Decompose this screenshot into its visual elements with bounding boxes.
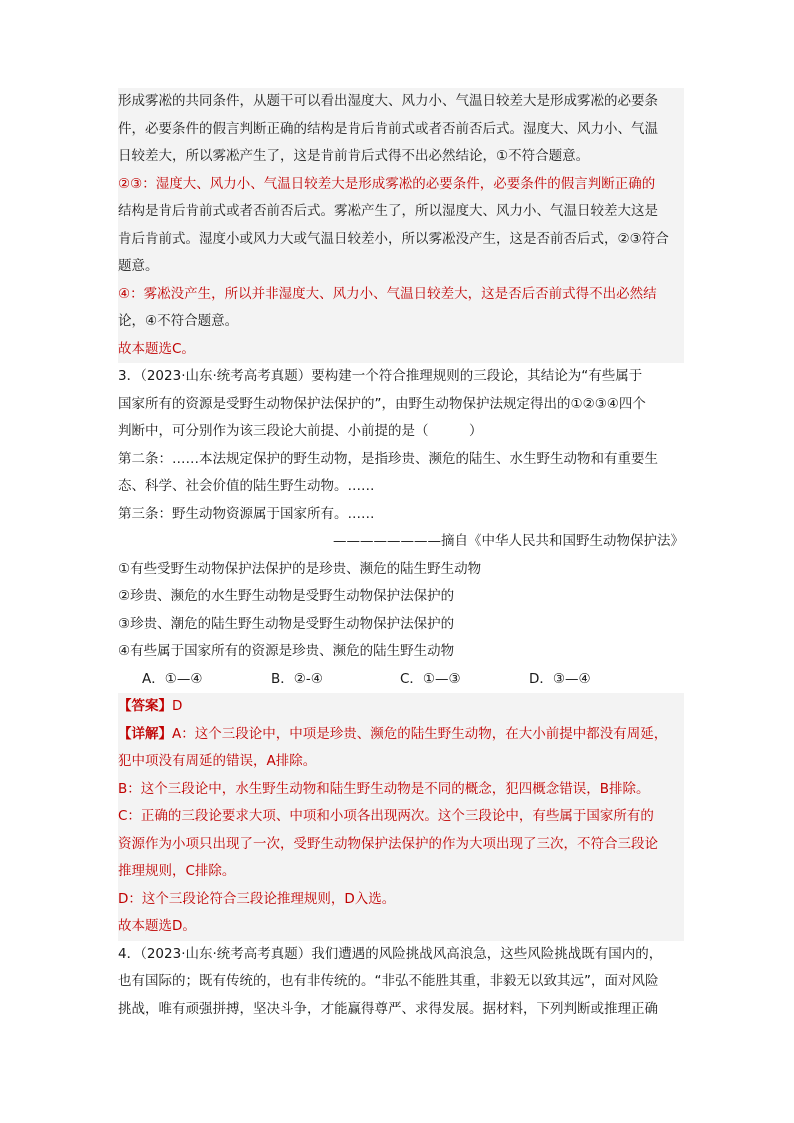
text-line: 件，必要条件的假言判断正确的结构是肯后肯前式或者否前否后式。湿度大、风力小、气温: [118, 120, 658, 137]
question-stem-line: 挑战，唯有顽强拼搏，坚决斗争，才能赢得尊严、求得发展。据材料，下列判断或推理正确: [118, 1000, 658, 1017]
material-source: ————————摘自《中华人民共和国野生动物保护法》: [333, 533, 684, 549]
material-line: 第二条：……本法规定保护的野生动物，是指珍贵、濒危的陆生、水生野生动物和有重要生: [118, 450, 658, 467]
statement-4: ④有些属于国家所有的资源是珍贵、濒危的陆生野生动物: [118, 643, 455, 659]
detail-line: 推理规则，C排除。: [118, 863, 236, 879]
page-content: [118, 88, 684, 1023]
detail-tag: 【详解】: [118, 725, 172, 742]
text-line: 结构是肯后肯前式或者否前否后式。雾凇产生了，所以湿度大、风力小、气温日较差大这是: [118, 203, 658, 219]
detail-line: 资源作为小项只出现了一次，受野生动物保护法保护的作为大项出现了三次，不符合三段论: [118, 835, 658, 852]
option-a: A．①—④: [142, 670, 203, 687]
conclusion-line: 故本题选C。: [118, 340, 195, 357]
question-stem-line: 4．（2023·山东·统考高考真题）我们遭遇的风险挑战风高浪急，这些风险挑战既有国内的，: [118, 945, 663, 962]
question-stem-line: 也有国际的；既有传统的，也有非传统的。“非弘不能胜其重，非毅无以致其远”，面对风险: [118, 973, 659, 989]
statement-2: ②珍贵、濒危的水生野生动物是受野生动物保护法保护的: [118, 588, 455, 604]
question-3: [118, 363, 684, 693]
text-line: 题意。: [118, 258, 159, 274]
option-b: B．②-④: [271, 670, 323, 687]
detail-line: C：正确的三段论要求大项、中项和小项各出现两次。这个三段论中，有些属于国家所有的: [118, 808, 654, 824]
question-stem-line: 国家所有的资源是受野生动物保护法保护的”，由野生动物保护法规定得出的①②③④四个: [118, 395, 646, 412]
statement-3: ③珍贵、潮危的陆生野生动物是受野生动物保护法保护的: [118, 615, 455, 632]
answer-line: [118, 693, 684, 721]
question-stem-line: 判断中，可分别作为该三段论大前提、小前提的是（ ）: [118, 423, 483, 439]
prev-explanation-block: [118, 88, 684, 363]
answer-explanation-block: [118, 693, 684, 941]
detail-line: D：这个三段论符合三段论推理规则，D入选。: [118, 890, 396, 907]
material-line: 态、科学、社会价值的陆生野生动物。……: [118, 478, 375, 494]
statement-1: ①有些受野生动物保护法保护的是珍贵、濒危的陆生野生动物: [118, 560, 482, 577]
option-d: D．③—④: [529, 670, 591, 687]
question-4: [118, 941, 684, 1024]
detail-line: [118, 721, 684, 749]
material-line: 第三条：野生动物资源属于国家所有。……: [118, 505, 375, 522]
answer-options: [118, 666, 684, 694]
detail-text: A：这个三段论中，中项是珍贵、濒危的陆生野生动物，在大小前提中都没有周延，: [172, 725, 668, 742]
answer-value: D: [172, 698, 183, 714]
option-c: C．①—③: [400, 670, 461, 687]
detail-line: 犯中项没有周延的错误，A排除。: [118, 753, 317, 769]
text-line: 肯后肯前式。湿度小或风力大或气温日较差小，所以雾凇没产生，这是否前否后式，②③符合: [118, 230, 669, 247]
answer-tag: 【答案】: [118, 698, 172, 714]
text-line: ④：雾凇没产生，所以并非湿度大、风力小、气温日较差大，这是否后否前式得不出必然结: [118, 285, 657, 302]
text-line: ②③：湿度大、风力小、气温日较差大是形成雾凇的必要条件，必要条件的假言判断正确的: [118, 175, 656, 192]
text-line: 论，④不符合题意。: [118, 313, 239, 329]
question-stem-line: 3．（2023·山东·统考高考真题）要构建一个符合推理规则的三段论，其结论为“有些属于: [118, 368, 643, 384]
conclusion-line: 故本题选D。: [118, 918, 196, 934]
text-line: 形成雾凇的共同条件，从题干可以看出湿度大、风力小、气温日较差大是形成雾凇的必要条: [118, 93, 658, 109]
detail-line: B：这个三段论中，水生野生动物和陆生野生动物是不同的概念，犯四概念错误，B排除。: [118, 780, 650, 797]
text-line: 日较差大，所以雾凇产生了，这是肯前肯后式得不出必然结论，①不符合题意。: [118, 148, 590, 164]
